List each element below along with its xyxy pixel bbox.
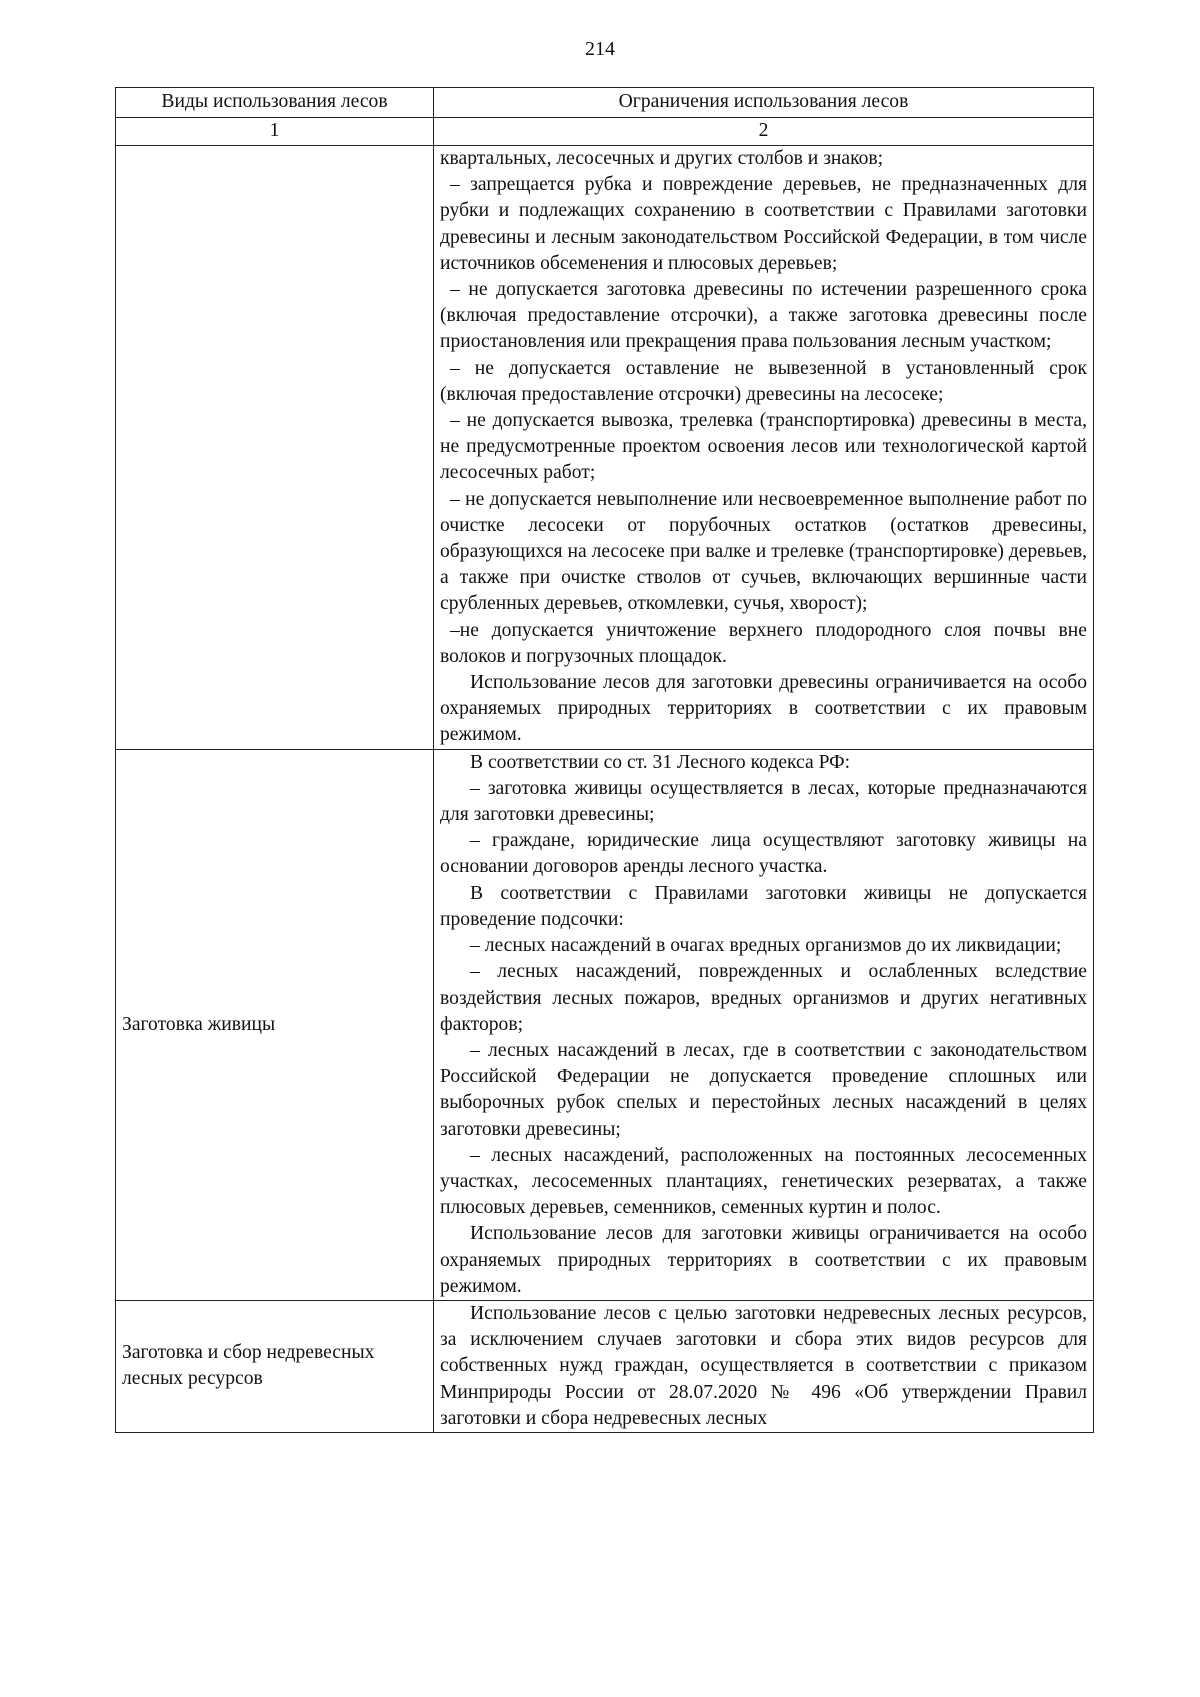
forest-use-restrictions-table xyxy=(115,87,1094,1433)
restriction-paragraph: – лесных насаждений, поврежденных и ослабленных вследствие воздействия лесных пожаров, вредных организмов и других негативных факторов; xyxy=(440,961,1087,1035)
restriction-paragraph: В соответствии с Правилами заготовки живицы не допускается проведение подсочки: xyxy=(440,882,1087,930)
restriction-paragraph: – лесных насаждений в лесах, где в соответствии с законодательством Российской Федерации не допускается проведение сплошных или выборочных рубок спелых и перестойных лесных насаждений в целях заготовки древесины; xyxy=(440,1039,1087,1140)
restrictions-cell xyxy=(434,1300,1094,1432)
restriction-paragraph: – не допускается оставление не вывезенной в установленный срок (включая предоставление отсрочки) древесины на лесосеке; xyxy=(440,357,1087,405)
restriction-paragraph: В соответствии со ст. 31 Лесного кодекса РФ: xyxy=(470,751,851,773)
restriction-paragraph: – заготовка живицы осуществляется в лесах, которые предназначаются для заготовки древесины; xyxy=(440,777,1087,826)
restrictions-cell xyxy=(434,749,1094,1300)
header-forest-use-types: Виды использования лесов xyxy=(116,88,434,118)
table-row xyxy=(116,146,1094,750)
table-header-row xyxy=(116,88,1094,118)
restriction-paragraph: Использование лесов для заготовки живицы ограничивается на особо охраняемых природных территориях в соответствии с их правовым режимом. xyxy=(440,1223,1087,1297)
header-forest-use-restrictions: Ограничения использования лесов xyxy=(434,88,1094,118)
forest-use-type-cell: Заготовка и сбор недревесных лесных ресурсов xyxy=(116,1300,434,1432)
restriction-paragraph: – лесных насаждений в очагах вредных организмов до их ликвидации; xyxy=(470,935,1062,957)
restriction-paragraph: квартальных, лесосечных и других столбов и знаков; xyxy=(440,148,884,169)
restriction-paragraph: –не допускается уничтожение верхнего плодородного слоя почвы вне волоков и погрузочных площадок. xyxy=(440,619,1087,667)
restriction-paragraph: – не допускается вывозка, трелевка (транспортировка) древесины в места, не предусмотренные проектом освоения лесов или технологической картой лесосечных работ; xyxy=(440,410,1087,484)
restriction-paragraph: – граждане, юридические лица осуществляют заготовку живицы на основании договоров аренды лесного участка. xyxy=(440,830,1087,878)
table-row xyxy=(116,749,1094,1300)
restriction-paragraph: Использование лесов для заготовки древесины ограничивается на особо охраняемых природных территориях в соответствии с их правовым режимом. xyxy=(440,672,1087,746)
restriction-paragraph: – запрещается рубка и повреждение деревьев, не предназначенных для рубки и подлежащих сохранению в соответствии с Правилами заготовки древесины и лесным законодательством Российской Федерации, в том числе источников обсеменения и плюсовых деревьев; xyxy=(440,174,1087,274)
column-number-1: 1 xyxy=(116,118,434,146)
restriction-paragraph: Использование лесов с целью заготовки недревесных лесных ресурсов, за исключением случаев заготовки и сбора этих видов ресурсов для собственных нужд граждан, осуществляется в соответствии с приказом Минприроды России от 28.07.2020 № 496 «Об утверждении Правил заготовки и сбора недревесных лесных xyxy=(440,1302,1087,1429)
restrictions-cell xyxy=(434,146,1094,750)
restriction-paragraph: – лесных насаждений, расположенных на постоянных лесосеменных участках, лесосеменных плантациях, генетических резерватах, а также плюсовых деревьев, семенников, семенных куртин и полос. xyxy=(440,1144,1087,1219)
forest-use-type-cell xyxy=(116,146,434,750)
column-number-row xyxy=(116,118,1094,146)
restriction-paragraph: – не допускается заготовка древесины по истечении разрешенного срока (включая предоставление отсрочки), а также заготовка древесины после приостановления или прекращения права пользования лесным участком; xyxy=(440,279,1087,353)
forest-use-type-cell: Заготовка живицы xyxy=(116,749,434,1300)
table-row xyxy=(116,1300,1094,1432)
restriction-paragraph: – не допускается невыполнение или несвоевременное выполнение работ по очистке лесосеки от порубочных остатков (остатков древесины, образующихся на лесосеке при валке и трелевке (транспортировке) деревьев, а также при очистке стволов от сучьев, включающих вершинные части срубленных деревьев, откомлевки, сучья, хворост); xyxy=(440,488,1087,615)
page-number: 214 xyxy=(585,38,615,60)
column-number-2: 2 xyxy=(434,118,1094,146)
